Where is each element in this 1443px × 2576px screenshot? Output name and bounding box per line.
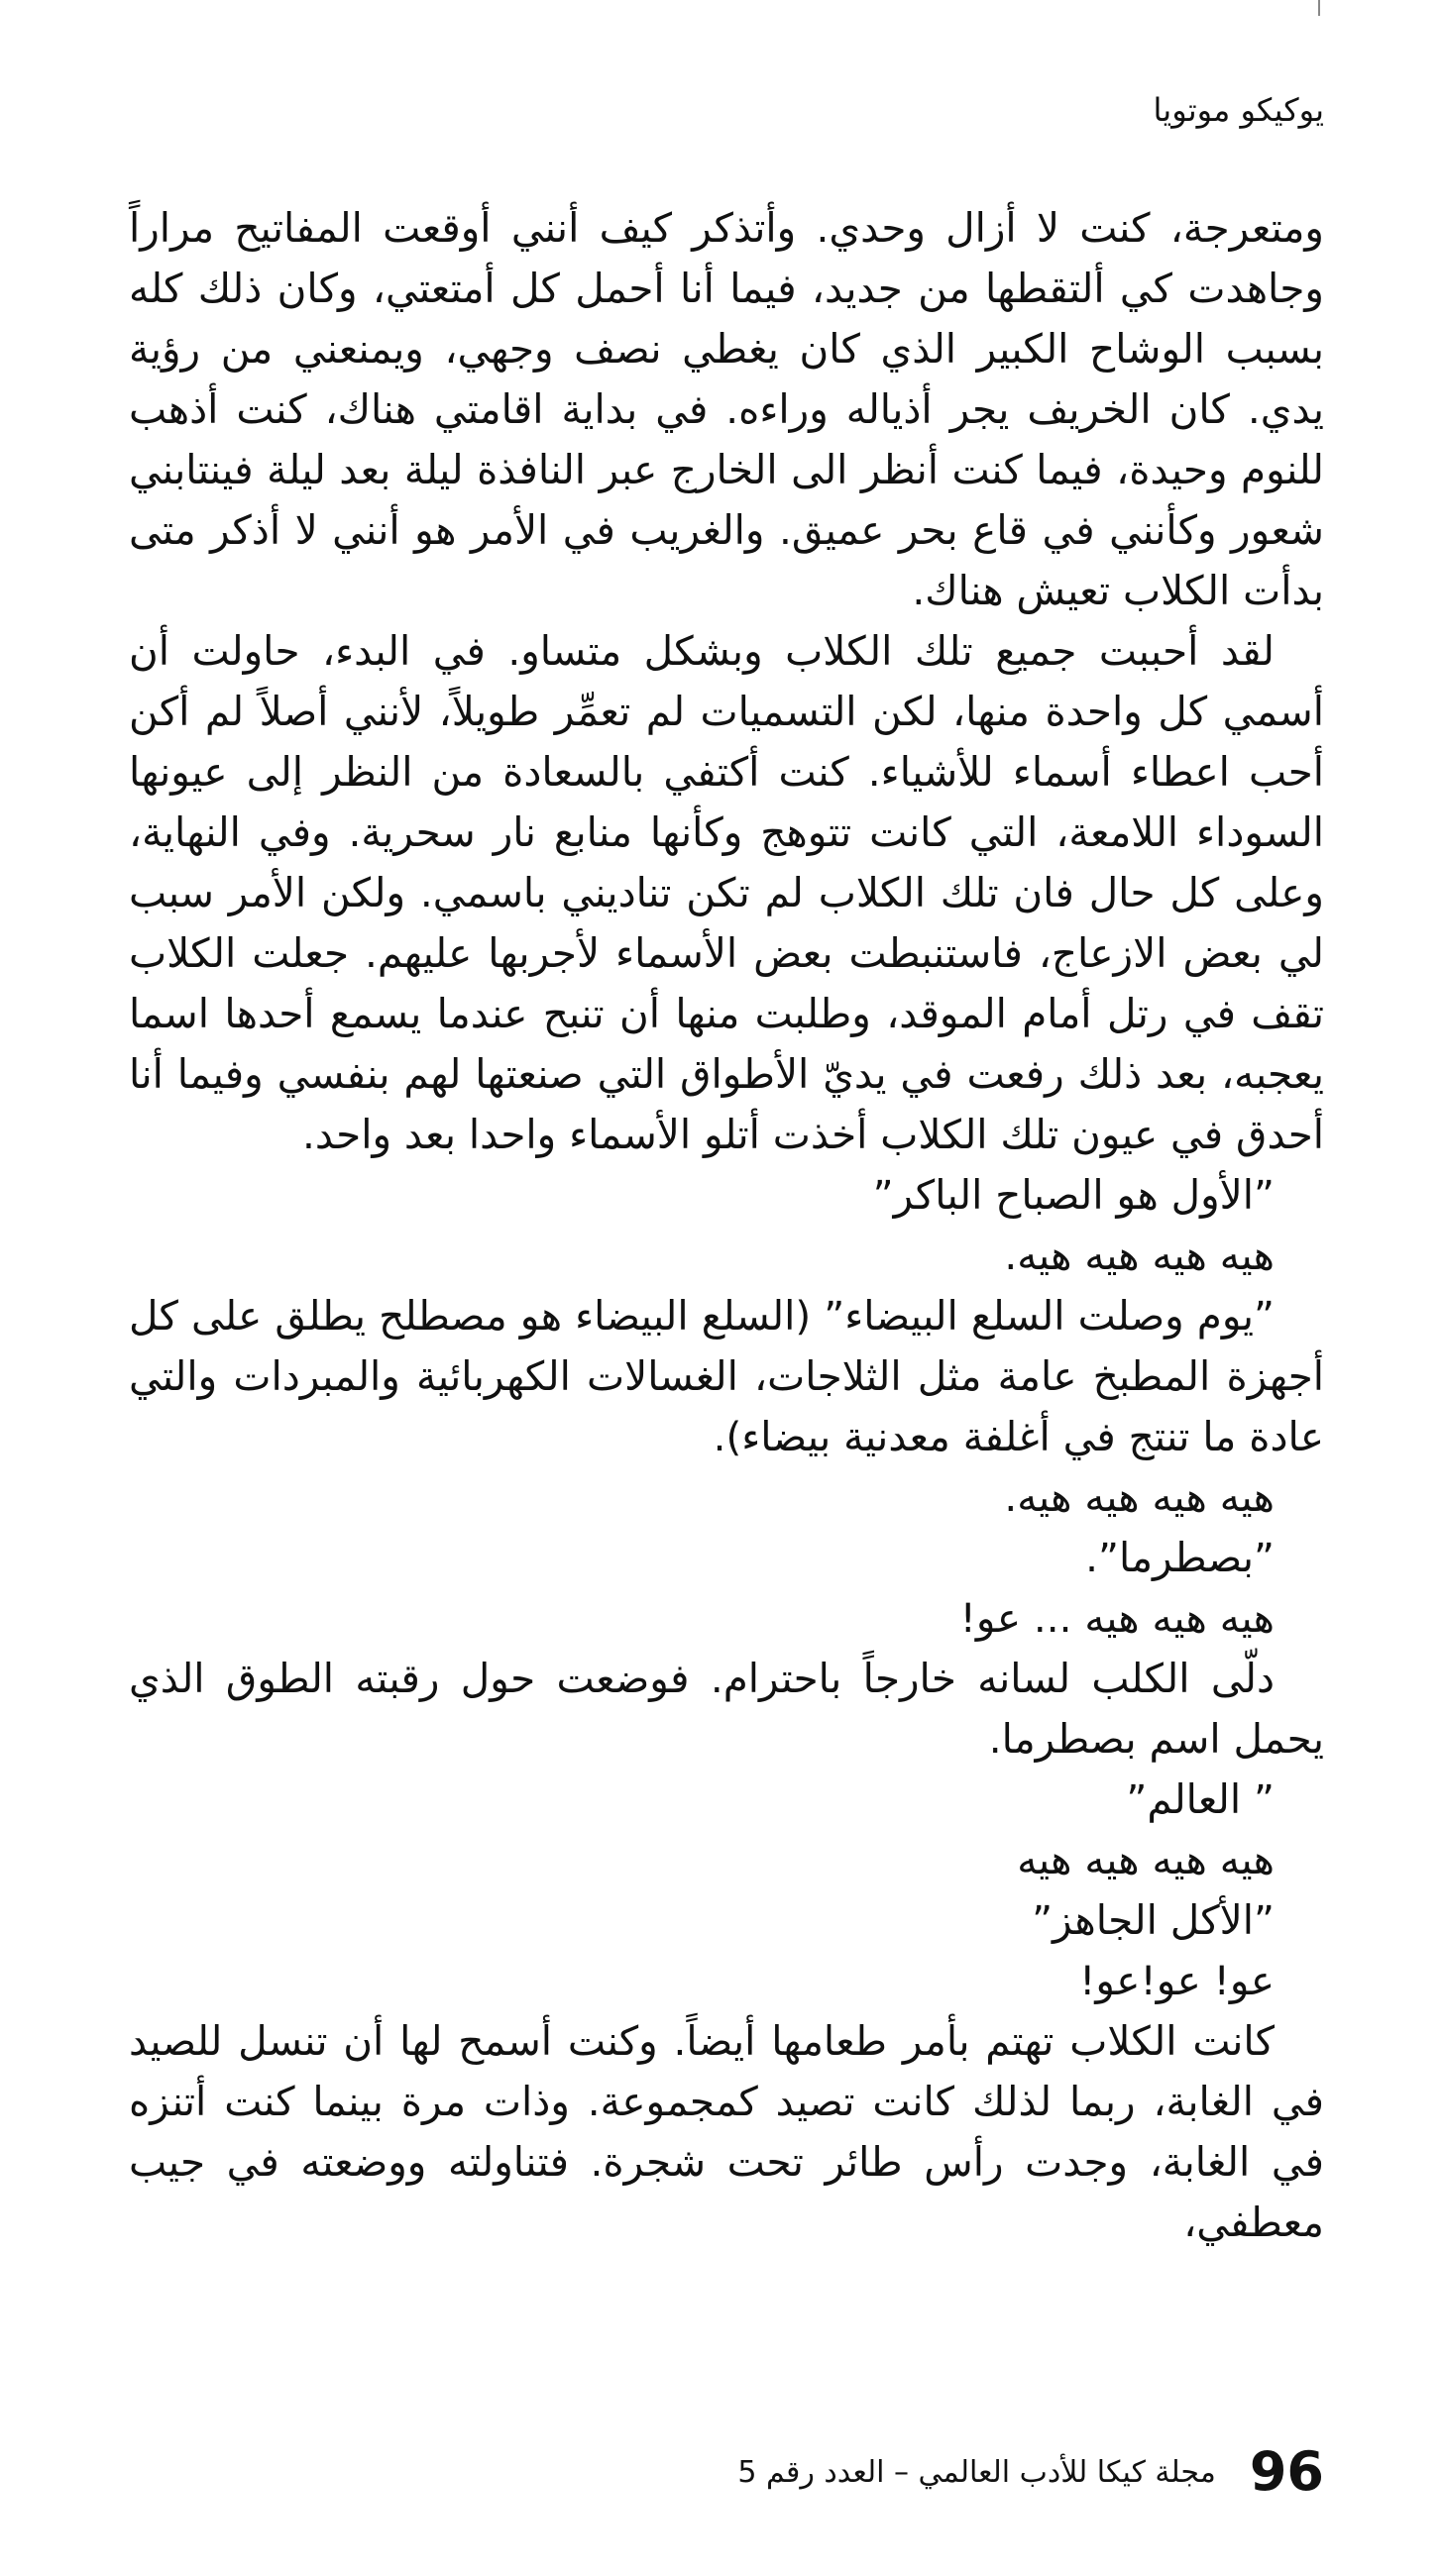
journal-title: مجلة كيكا للأدب العالمي – العدد رقم 5 [737, 2454, 1216, 2490]
dialog-line: عو! عو!عو! [1079, 1957, 1275, 2004]
paragraph: ومتعرجة، كنت لا أزال وحدي. وأتذكر كيف أنني أوقعت المفاتيح مراراً وجاهدت كي ألتقطها من جديد، فيما أنا أحمل كل أمتعتي، وكان ذلك كله بسبب الوشاح الكبير الذي كان يغطي نصف وجهي، ويمنعني من رؤية يدي. كان الخريف يجر أذياله وراءه. في بداية اقامتي هناك، كنت أذهب للنوم وحيدة، فيما كنت أنظر الى الخارج عبر النافذة ليلة بعد ليلة فينتابني شعور وكأنني في قاع بحر عميق. والغريب في الأمر هو أنني لا أذكر متى بدأت الكلاب تعيش هناك. [129, 204, 1324, 614]
dialog-line: هيه هيه هيه هيه [1017, 1836, 1275, 1883]
dialog-line: ” العالم” [1126, 1775, 1275, 1823]
paragraph: لقد أحببت جميع تلك الكلاب وبشكل متساو. في البدء، حاولت أن أسمي كل واحدة منها، لكن التسميات لم تعمِّر طويلاً، لأنني أصلاً لم أكن أحب اعطاء أسماء للأشياء. كنت أكتفي بالسعادة من النظر إلى عيونها السوداء اللامعة، التي كانت تتوهج وكأنها منابع نار سحرية. وفي النهاية، وعلى كل حال فان تلك الكلاب لم تكن تناديني باسمي. ولكن الأمر سبب لي بعض الازعاج، فاستنبطت بعض الأسماء لأجربها عليهم. جعلت الكلاب تقف في رتل أمام الموقد، وطلبت منها أن تنبح عندما يسمع أحدها اسما يعجبه، بعد ذلك رفعت في يديّ الأطواق التي صنعتها لهم بنفسي وفيما أنا أحدق في عيون تلك الكلاب أخذت أتلو الأسماء واحدا بعد واحد. [129, 627, 1324, 1158]
dialog-line: ”الأكل الجاهز” [1032, 1896, 1275, 1944]
paragraph: ”يوم وصلت السلع البيضاء” (السلع البيضاء هو مصطلح يطلق على كل أجهزة المطبخ عامة مثل الثلاجات، الغسالات الكهربائية والمبردات والتي عادة ما تنتج في أغلفة معدنية بيضاء). [129, 1292, 1324, 1460]
crop-mark [1318, 0, 1320, 16]
paragraph: كانت الكلاب تهتم بأمر طعامها أيضاً. وكنت أسمح لها أن تنسل للصيد في الغابة، ربما لذلك كانت تصيد كمجموعة. وذات مرة بينما كنت أتنزه في الغابة، وجدت رأس طائر تحت شجرة. فتناولته ووضعته في جيب معطفي، [129, 2017, 1324, 2246]
article-body [129, 198, 1324, 2253]
dialog-line: هيه هيه هيه هيه. [1004, 1473, 1275, 1521]
dialog-line: هيه هيه هيه ... عو! [959, 1594, 1275, 1642]
paragraph: دلّى الكلب لسانه خارجاً باحترام. فوضعت حول رقبته الطوق الذي يحمل اسم بصطرما. [129, 1655, 1324, 1763]
dialog-line: ”بصطرما”. [1085, 1534, 1275, 1581]
running-header-author: يوكيكو موتويا [1153, 91, 1324, 129]
dialog-line: ”الأول هو الصباح الباكر” [872, 1171, 1275, 1219]
page-number: 96 [1249, 2440, 1324, 2503]
page-footer [129, 2440, 1324, 2503]
dialog-line: هيه هيه هيه هيه. [1004, 1232, 1275, 1279]
